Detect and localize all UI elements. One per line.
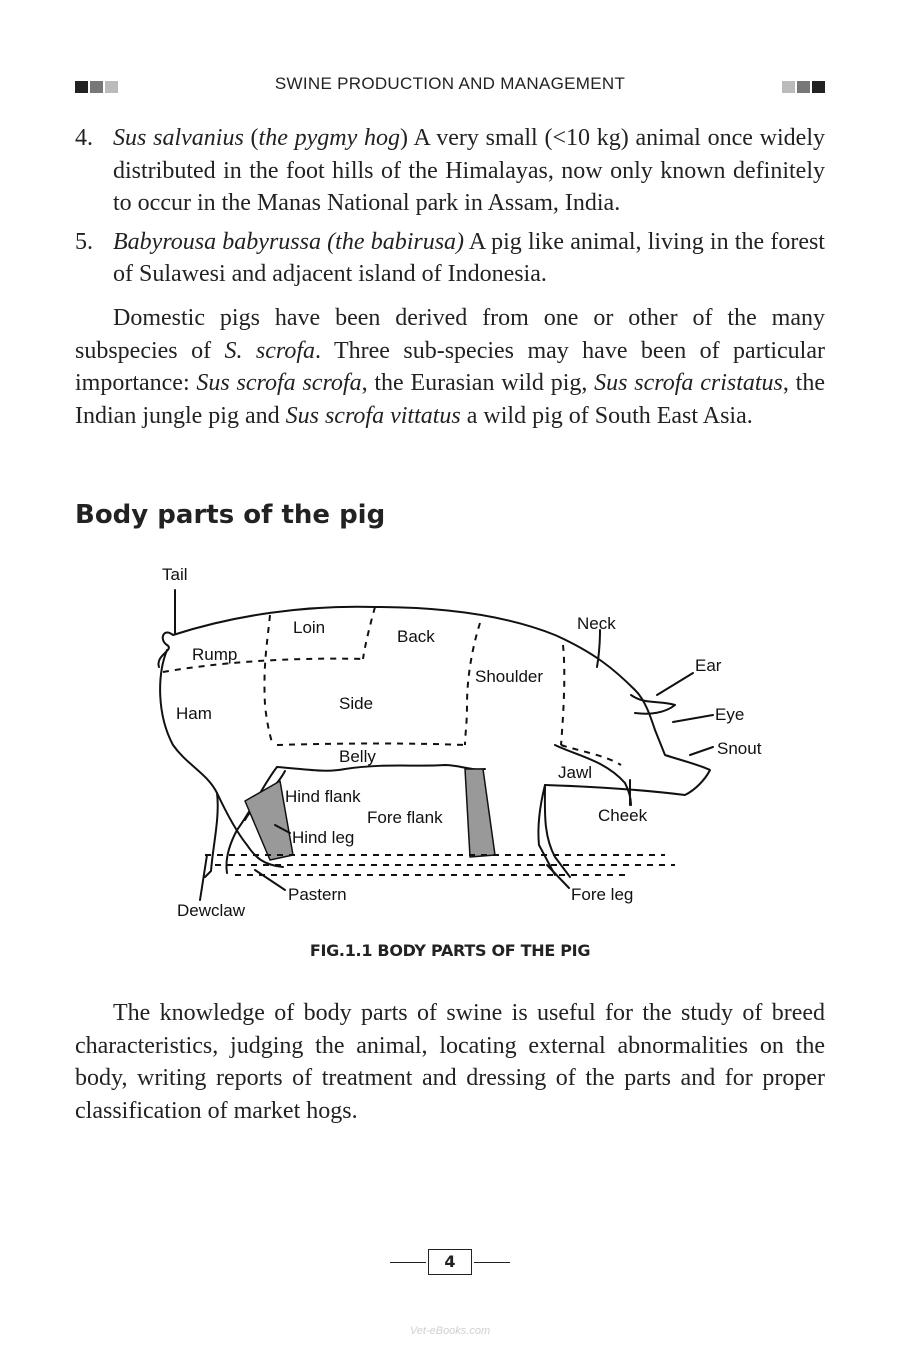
label-side: Side — [339, 694, 374, 713]
pig-belly-outline — [277, 765, 485, 771]
paragraph-domestic-pigs: Domestic pigs have been derived from one or other of the many subspecies of S. scrofa. Three sub-species may have been of particular importance: Sus scrofa scrofa, the Eurasian wild pig, Sus scrofa cristatus, the Indian jungle pig and Sus scrofa vittatus a wild pig of South East Asia. — [75, 305, 826, 429]
species-name: Sus scrofa scrofa — [196, 370, 362, 396]
species-name: Sus scrofa cristatus — [594, 370, 783, 396]
list-item-body: Sus salvanius (the pygmy hog) A very small (<10 kg) animal once widely distributed in the foot hills of the Himalayas, now only known definitely to occur in the Manas National park in Assam, India. — [113, 125, 825, 216]
label-dewclaw: Dewclaw — [177, 901, 246, 920]
pig-tail — [158, 632, 173, 667]
pig-ham-outline — [160, 650, 218, 877]
label-eye: Eye — [715, 705, 745, 724]
paragraph-body-parts-use: The knowledge of body parts of swine is useful for the study of breed characteristics, judging the animal, locating external abnormalities on the body, writing reports of treatment and dressing of the parts and for proper classification of market hogs. — [75, 1000, 825, 1124]
fore-leg-pointer — [547, 865, 569, 888]
section-heading: Body parts of the pig — [75, 500, 386, 530]
page-number-value: 4 — [428, 1249, 472, 1275]
label-pastern: Pastern — [288, 885, 347, 904]
label-belly: Belly — [339, 747, 376, 766]
list-item — [75, 226, 825, 291]
species-name: Sus salvanius — [113, 125, 244, 151]
list-item — [75, 122, 825, 220]
header-decoration-right — [782, 81, 825, 93]
cut-line-loin-rear — [264, 615, 273, 745]
list-item-body — [113, 226, 825, 291]
list-item-number: 5. — [75, 228, 93, 255]
dewclaw-pointer — [200, 855, 207, 900]
label-fore-leg: Fore leg — [571, 885, 634, 904]
label-ear: Ear — [695, 656, 722, 675]
label-cheek: Cheek — [598, 806, 648, 825]
cut-line-belly — [277, 744, 465, 746]
pig-back-outline — [173, 607, 710, 795]
label-hind-flank: Hind flank — [285, 787, 361, 806]
cut-line-neck — [561, 645, 564, 745]
label-shoulder: Shoulder — [475, 667, 544, 686]
cut-line-loin-front — [363, 607, 375, 659]
list-item-number: 4. — [75, 125, 93, 151]
eye-pointer — [673, 715, 713, 722]
label-fore-flank: Fore flank — [367, 808, 443, 827]
label-neck: Neck — [577, 614, 616, 633]
label-loin: Loin — [293, 618, 326, 637]
label-jawl: Jawl — [558, 763, 593, 782]
pig-ear — [631, 695, 675, 714]
cut-line-jowl — [561, 745, 621, 765]
running-head — [75, 72, 825, 98]
species-list — [75, 122, 825, 297]
page-number — [390, 1249, 510, 1275]
label-back: Back — [397, 627, 435, 646]
species-name: S. scrofa — [224, 337, 316, 364]
common-name: the pygmy hog — [258, 125, 401, 151]
label-snout: Snout — [717, 739, 762, 758]
pastern-pointer — [255, 870, 285, 890]
list-item-text: A very small (<10 kg) animal once widely distributed in the foot hills of the Himalayas, now only known definitely to occur in the Manas National park in Assam, India. — [113, 125, 825, 216]
snout-pointer — [690, 747, 713, 755]
list-item-text: A pig like animal, living in the forest of Sulawesi and adjacent island of Indonesia. — [113, 228, 825, 287]
species-name: Sus scrofa vittatus — [285, 402, 461, 429]
ear-pointer — [657, 673, 693, 695]
pig-diagram — [145, 555, 785, 935]
pig-neck-line — [597, 630, 600, 667]
watermark: Vet-eBooks.com — [409, 1325, 491, 1337]
page-number-rule-left — [390, 1262, 426, 1263]
pig-body-parts-figure — [145, 555, 785, 935]
label-ham: Ham — [176, 704, 212, 723]
running-title: SWINE PRODUCTION AND MANAGEMENT — [274, 74, 626, 93]
label-rump: Rump — [192, 645, 238, 664]
pig-fore-leg-hatch — [465, 769, 495, 857]
species-name: Babyrousa babyrussa (the babirusa) — [113, 228, 465, 255]
label-hind-leg: Hind leg — [292, 828, 355, 847]
label-tail: Tail — [162, 565, 188, 584]
page-number-rule-right — [474, 1262, 510, 1263]
figure-caption: FIG.1.1 BODY PARTS OF THE PIG — [309, 941, 591, 960]
